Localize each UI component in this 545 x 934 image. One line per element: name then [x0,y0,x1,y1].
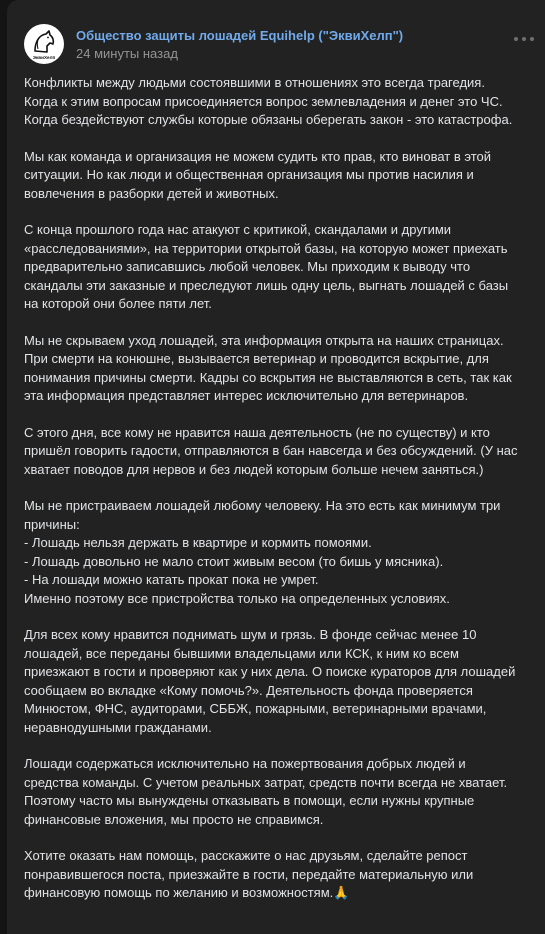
post-timestamp[interactable]: 24 минуты назад [76,46,178,61]
horse-logo-icon [24,24,64,64]
wall-post [7,0,545,934]
post-paragraph: С конца прошлого года нас атакуют с критикой, скандалами и другими «расследованиями», на территории открытой базы, на которую может приехать предварительно записавшись любой человек. Мы приходим к выводу что скандалы эти заказные и преследуют лишь одну цель, выгнать лошадей с базы на которой они более пяти лет. [24,222,509,311]
logo-text: ЭквиХелп [32,55,56,60]
post-author-link[interactable]: Общество защиты лошадей Equihelp ("ЭквиХелп") [76,28,404,43]
post-paragraph: Конфликты между людьми состоявшими в отношениях это всегда трагедия. Когда к этим вопросам присоединяется вопрос землевладения и денег это ЧС. Когда бездействуют службы которые обязаны оберегать закон - это катастрофа. [24,75,513,127]
avatar[interactable] [24,24,64,64]
more-horizontal-icon[interactable] [514,34,534,44]
post-text [24,74,534,921]
post-paragraph: С этого дня, все кому не нравится наша деятельность (не по существу) и кто пришёл говорить гадости, отправляются в бан навсегда и без обсуждений. (У нас хватает поводов для нервов и без людей которым больше нечем заняться.) [24,424,518,477]
post-paragraph: Для всех кому нравится поднимать шум и грязь. В фонде сейчас менее 10 лошадей, все переданы бывшими владельцами или КСК, к ним ко всем приезжают в гости и проверяют как у них дела. О поиске кураторов для лошадей сообщаем во вкладке «Кому помочь?». Деятельность фонда проверяется Минюстом, ФНС, аудиторами, СББЖ, пожарными, ветеринарными врачами, неравнодушными гражданами. [24,627,516,735]
post-paragraph: Хотите оказать нам помощь, расскажите о нас друзьям, сделайте репост понравившегося поста, приезжайте в гости, передайте материальную или финансовую помощь по желанию и возможностям.🙏 [24,848,474,900]
post-paragraph: Мы не скрываем уход лошадей, эта информация открыта на наших страницах. При смерти на конюшне, вызывается ветеринар и проводится вскрытие, для понимания причины смерти. Кадры со вскрытия не выставляются в сеть, так как эта информация представляет интерес исключительно для ветеринаров. [24,332,512,403]
post-header [24,24,534,64]
post-paragraph: Мы не пристраиваем лошадей любому человеку. На это есть как минимум три причины: - Лошадь нельзя держать в квартире и кормить помоями. - Лошадь довольно не мало стоит живым весом (то бишь у мясника). - На лошади можно катать прокат пока не умрет. Именно поэтому все пристройства только на определенных условиях. [24,498,501,606]
post-paragraph: Лошади содержаться исключительно на пожертвования добрых людей и средства команды. С учетом реальных затрат, средств почти всегда не хватает. Поэтому часто мы вынуждены отказывать в помощи, если нужны крупные финансовые вложения, мы просто не справимся. [24,756,508,827]
post-paragraph: Мы как команда и организация не можем судить кто прав, кто виноват в этой ситуации. Но как люди и общественная организация мы против насилия и вовлечения в разборки детей и животных. [24,148,492,201]
